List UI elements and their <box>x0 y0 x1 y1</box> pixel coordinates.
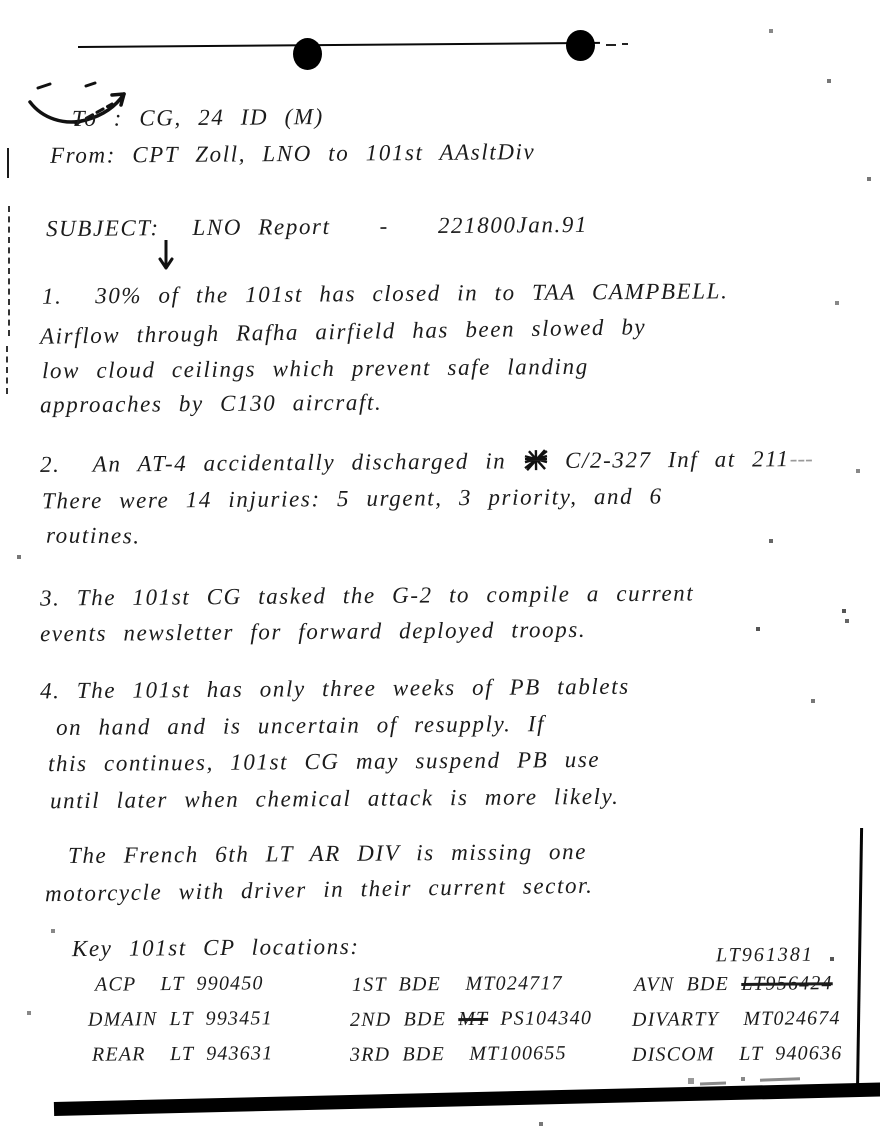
cp-row-acp: ACP LT 990450 <box>94 972 264 996</box>
2nd-bde-value: PS104340 <box>488 1007 593 1030</box>
paragraph-5-line: motorcycle with driver in their current sector. <box>44 872 594 907</box>
cp-locations-heading: Key 101st CP locations: <box>71 933 360 962</box>
paragraph-2-line: There were 14 injuries: 5 urgent, 3 priority, and 6 <box>41 483 663 514</box>
paragraph-1-line: Airflow through Rafha airfield has been slowed by <box>39 314 647 349</box>
paragraph-2-text: C/2-327 Inf at 211 <box>548 446 790 474</box>
faint-mark <box>760 1077 800 1081</box>
scan-dash-artifact <box>606 44 616 46</box>
binder-hole-left-icon <box>293 38 322 70</box>
subject-line: SUBJECT: LNO Report - 221800Jan.91 <box>45 211 589 242</box>
cp-row-3rd-bde: 3RD BDE MT100655 <box>349 1042 567 1066</box>
paragraph-4-line: on hand and is uncertain of resupply. If <box>55 711 546 740</box>
paragraph-3-line: events newsletter for forward deployed troops. <box>39 616 587 647</box>
scan-dash-artifact <box>622 43 628 45</box>
cp-row-rear: REAR LT 943631 <box>91 1042 274 1066</box>
paragraph-2-line: routines. <box>45 522 141 549</box>
margin-dash-mark <box>8 206 10 336</box>
paragraph-3-line: 3. The 101st CG tasked the G-2 to compile a current <box>39 580 695 611</box>
margin-dash-mark <box>6 346 8 394</box>
paragraph-1-line: low cloud ceilings which prevent safe landing <box>41 353 589 384</box>
cp-row-discom: DISCOM LT 940636 <box>631 1042 843 1066</box>
cp-row-avn-bde <box>634 972 833 996</box>
paragraph-4-line: this continues, 101st CG may suspend PB use <box>47 746 601 777</box>
paragraph-4-line: 4. The 101st has only three weeks of PB tablets <box>39 673 630 704</box>
cp-row-dmain: DMAIN LT 993451 <box>87 1007 273 1031</box>
2nd-bde-label: 2ND BDE <box>349 1008 459 1031</box>
binder-hole-right-icon <box>566 30 595 61</box>
paragraph-2-line <box>40 446 813 477</box>
margin-mark <box>7 148 9 178</box>
cp-row-2nd-bde <box>350 1007 592 1031</box>
avn-bde-label: AVN BDE <box>633 972 742 996</box>
cp-row-divarty: DIVARTY MT024674 <box>631 1007 841 1031</box>
paragraph-1-line: 1. 30% of the 101st has closed in to TAA CAMPBELL. <box>41 278 729 309</box>
paragraph-2-text: 2. An AT-4 accidentally discharged in <box>39 448 523 478</box>
struck-grid-prefix: MT <box>458 1007 489 1031</box>
corrected-grid-coordinate: LT961381 <box>715 943 814 967</box>
scribbled-out-word-icon <box>523 448 549 472</box>
struck-grid-coordinate: LT956424 <box>741 972 833 995</box>
paragraph-1-line: approaches by C130 aircraft. <box>39 389 383 418</box>
scan-speckles <box>0 0 2 2</box>
faint-mark <box>700 1082 726 1086</box>
faded-digits: --- <box>789 445 813 472</box>
top-scan-line-artifact <box>78 42 600 48</box>
paragraph-5-line: The French 6th LT AR DIV is missing one <box>67 838 588 869</box>
from-line: From: CPT Zoll, LNO to 101st AAsltDiv <box>49 139 536 168</box>
bottom-scan-edge-artifact <box>54 1082 880 1116</box>
pen-down-arrow-icon <box>155 240 177 278</box>
right-scan-edge-artifact <box>856 828 863 1096</box>
cp-row-1st-bde: 1ST BDE MT024717 <box>351 972 563 996</box>
paragraph-4-line: until later when chemical attack is more likely. <box>49 783 620 814</box>
to-line: To : CG, 24 ID (M) <box>71 104 324 131</box>
